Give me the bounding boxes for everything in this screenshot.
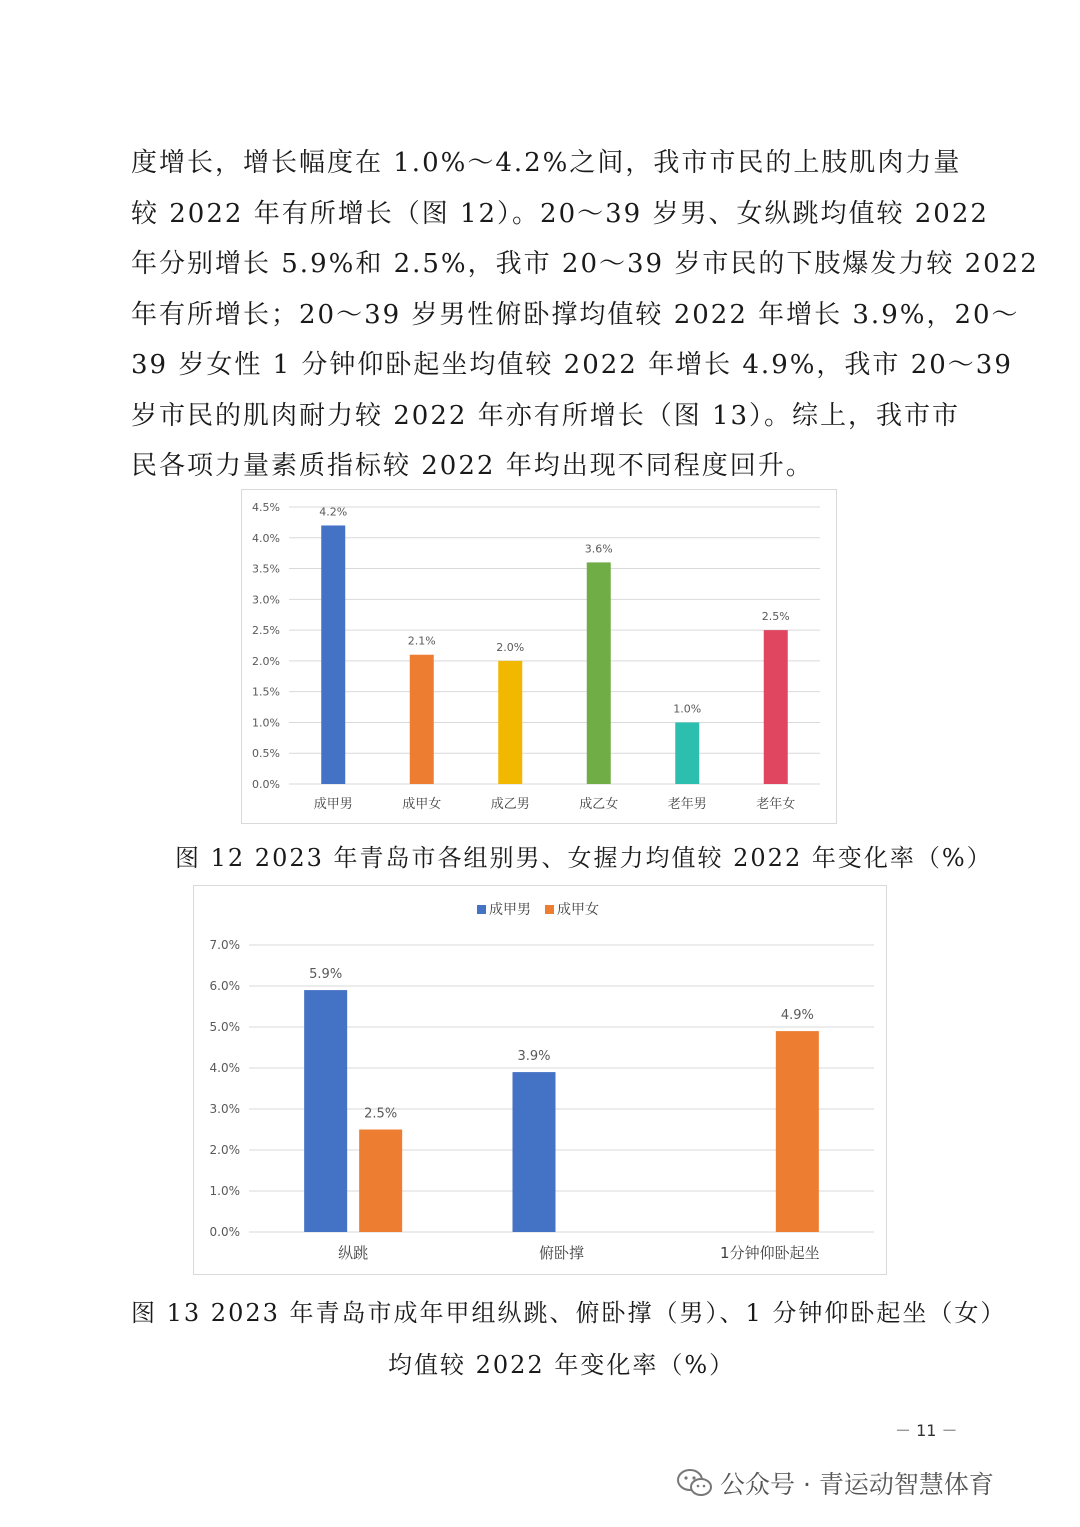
y-tick-label: 1.0% bbox=[252, 716, 280, 730]
bar bbox=[764, 630, 788, 784]
x-tick-label: 成乙男 bbox=[490, 797, 530, 812]
figure-13-chart bbox=[193, 885, 887, 1275]
data-label: 4.2% bbox=[319, 505, 348, 519]
data-label: 2.1% bbox=[407, 634, 436, 648]
x-tick-label: 俯卧撑 bbox=[538, 1244, 585, 1262]
y-tick-label: 0.5% bbox=[252, 747, 280, 761]
x-tick-label: 1分钟仰卧起坐 bbox=[720, 1244, 820, 1262]
y-tick-label: 7.0% bbox=[209, 938, 240, 952]
x-tick-label: 成乙女 bbox=[579, 797, 619, 812]
y-tick-label: 0.0% bbox=[209, 1225, 240, 1239]
x-tick-label: 成甲女 bbox=[402, 797, 442, 812]
figure-12-svg bbox=[242, 490, 836, 823]
y-tick-label: 2.0% bbox=[209, 1143, 240, 1157]
y-tick-label: 4.5% bbox=[252, 501, 280, 514]
body-paragraph bbox=[131, 138, 1039, 492]
x-tick-label: 老年女 bbox=[756, 797, 796, 812]
data-label: 3.6% bbox=[584, 542, 613, 556]
bar bbox=[321, 525, 345, 784]
bar-series-2 bbox=[776, 1031, 819, 1232]
x-tick-label: 老年男 bbox=[667, 797, 707, 812]
watermark bbox=[676, 1463, 994, 1503]
body-line: 度增长，增长幅度在 1.0%～4.2%之间，我市市民的上肢肌肉力量 bbox=[131, 148, 962, 178]
y-tick-label: 2.5% bbox=[252, 624, 280, 638]
x-tick-label: 纵跳 bbox=[338, 1244, 369, 1262]
figure-13-svg bbox=[194, 886, 886, 1274]
figure-13-caption-line2: 均值较 2022 年变化率（%） bbox=[388, 1351, 736, 1379]
y-tick-label: 4.0% bbox=[209, 1061, 240, 1075]
body-line: 民各项力量素质指标较 2022 年均出现不同程度回升。 bbox=[131, 451, 814, 481]
bar-series-1 bbox=[513, 1072, 556, 1232]
y-tick-label: 4.0% bbox=[252, 531, 280, 545]
body-line: 年分别增长 5.9%和 2.5%，我市 20～39 岁市民的下肢爆发力较 2022 bbox=[131, 249, 1039, 279]
data-label: 2.0% bbox=[496, 640, 525, 654]
data-label: 4.9% bbox=[780, 1008, 814, 1024]
y-tick-label: 0.0% bbox=[252, 778, 280, 791]
x-tick-label: 成甲男 bbox=[313, 797, 353, 812]
data-label: 3.9% bbox=[517, 1049, 551, 1065]
bar bbox=[410, 655, 434, 784]
y-tick-label: 3.5% bbox=[252, 562, 280, 576]
figure-12-chart bbox=[241, 489, 837, 824]
body-line: 较 2022 年有所增长（图 12）。20～39 岁男、女纵跳均值较 2022 bbox=[131, 198, 989, 229]
data-label: 2.5% bbox=[761, 610, 790, 624]
legend-label: 成甲女 bbox=[557, 902, 599, 918]
y-tick-label: 1.5% bbox=[252, 685, 280, 699]
y-tick-label: 3.0% bbox=[209, 1102, 240, 1116]
data-label: 2.5% bbox=[364, 1106, 398, 1122]
y-tick-label: 1.0% bbox=[209, 1184, 240, 1198]
legend-swatch bbox=[545, 905, 554, 914]
bar bbox=[587, 562, 611, 784]
bar-series-1 bbox=[304, 990, 347, 1232]
body-line: 岁市民的肌肉耐力较 2022 年亦有所增长（图 13）。综上，我市市 bbox=[131, 400, 961, 431]
y-tick-label: 2.0% bbox=[252, 654, 280, 668]
legend-swatch bbox=[477, 905, 486, 914]
body-line: 年有所增长；20～39 岁男性俯卧撑均值较 2022 年增长 3.9%，20～ bbox=[131, 299, 1020, 330]
data-label: 1.0% bbox=[673, 702, 702, 716]
data-label: 5.9% bbox=[309, 967, 343, 983]
watermark-text: 公众号 · 青运动智慧体育 bbox=[720, 1470, 994, 1499]
wechat-icon bbox=[676, 1468, 714, 1498]
bar-series-2 bbox=[359, 1130, 402, 1233]
y-tick-label: 6.0% bbox=[209, 979, 240, 993]
bar bbox=[675, 722, 699, 784]
figure-13-caption-line1: 图 13 2023 年青岛市成年甲组纵跳、俯卧撑（男）、1 分钟仰卧起坐（女） bbox=[131, 1299, 1007, 1327]
y-tick-label: 3.0% bbox=[252, 593, 280, 607]
body-line: 39 岁女性 1 分钟仰卧起坐均值较 2022 年增长 4.9%，我市 20～39 bbox=[131, 350, 1013, 380]
y-tick-label: 5.0% bbox=[209, 1020, 240, 1034]
page-number: － 11 － bbox=[895, 1421, 958, 1440]
bar bbox=[498, 661, 522, 784]
figure-12-caption: 图 12 2023 年青岛市各组别男、女握力均值较 2022 年变化率（%） bbox=[175, 844, 993, 872]
legend-label: 成甲男 bbox=[489, 902, 531, 918]
